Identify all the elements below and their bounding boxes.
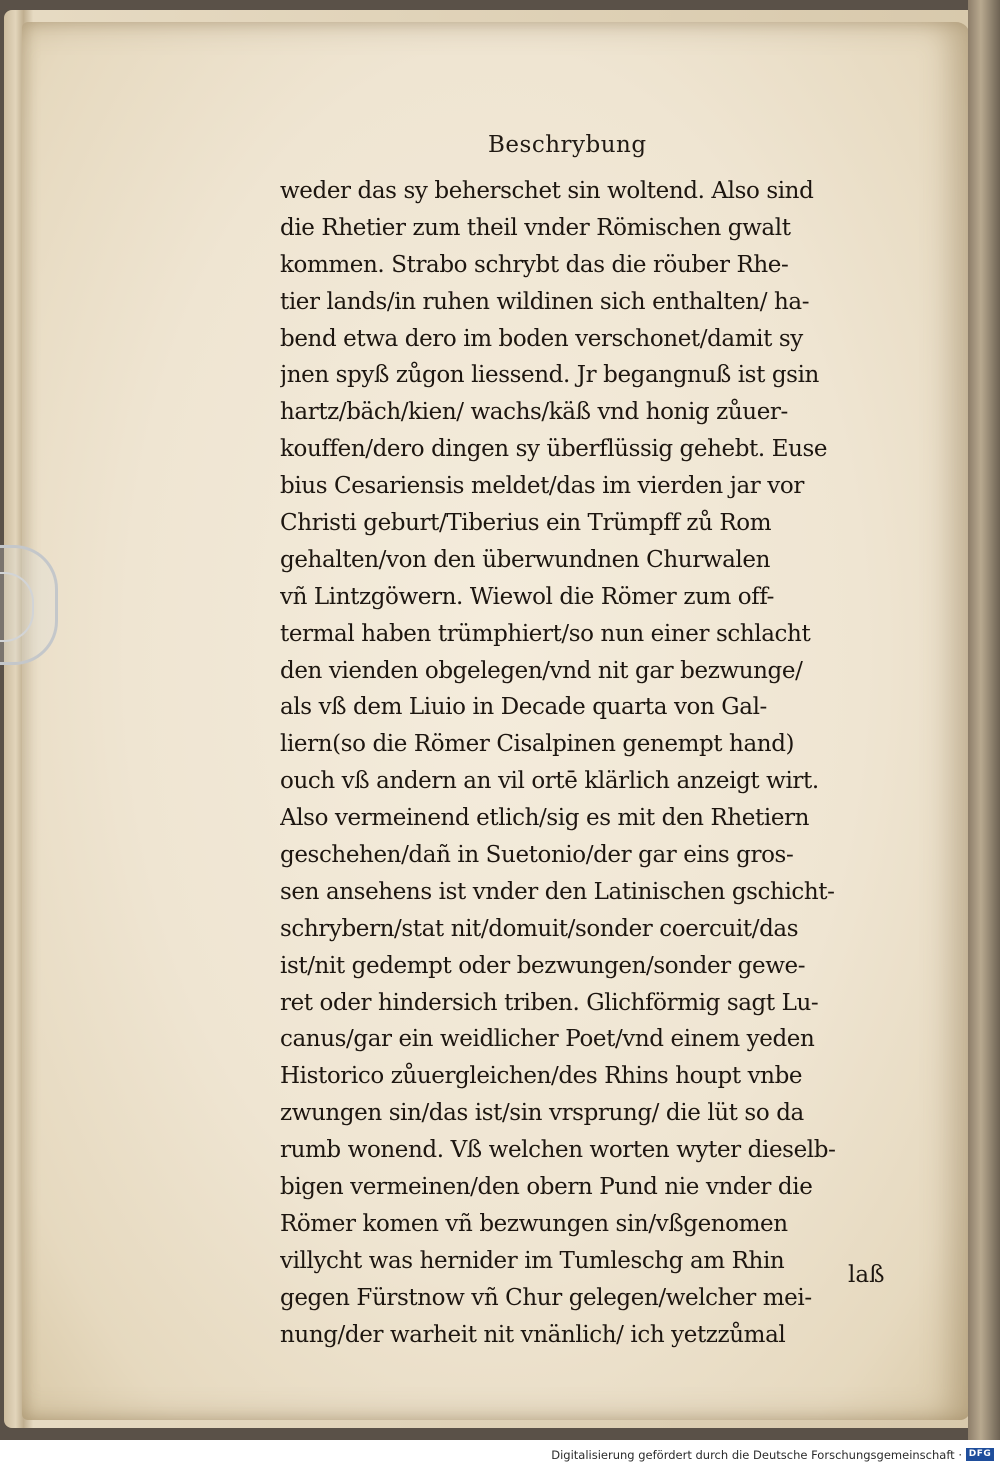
text-line: sen ansehens ist vnder den Latinischen gschicht- xyxy=(280,878,835,905)
text-line: Historico zůuergleichen/des Rhins houpt vnbe xyxy=(280,1063,803,1090)
catchword: laß xyxy=(848,1262,885,1288)
text-line: den vienden obgelegen/vnd nit gar bezwunge/ xyxy=(280,657,803,684)
book-spine-edge xyxy=(968,0,1000,1440)
text-line: Also vermeinend etlich/sig es mit den Rhetiern xyxy=(280,805,810,832)
dfg-logo-icon: DFG xyxy=(966,1448,994,1461)
text-line: ouch vß andern an vil ortē klärlich anzeigt wirt. xyxy=(280,768,819,795)
text-line: schrybern/stat nit/domuit/sonder coercuit/das xyxy=(280,915,799,942)
text-line: hartz/bäch/kien/ wachs/käß vnd honig zůuer- xyxy=(280,399,788,426)
text-line: tier lands/in ruhen wildinen sich enthalten/ ha- xyxy=(280,288,810,315)
text-line: kouffen/dero dingen sy überflüssig gehebt. Euse xyxy=(280,436,828,463)
text-line: kommen. Strabo schrybt das die röuber Rhe- xyxy=(280,251,789,278)
text-line: die Rhetier zum theil vnder Römischen gwalt xyxy=(280,214,791,241)
text-line: vñ Lintzgöwern. Wiewol die Römer zum off- xyxy=(280,583,774,610)
text-line: bius Cesariensis meldet/das im vierden jar vor xyxy=(280,473,804,500)
text-line: nung/der warheit nit vnänlich/ ich yetzzůmal xyxy=(280,1321,786,1348)
footer-bar xyxy=(0,1440,1000,1469)
text-line: als vß dem Liuio in Decade quarta von Gal- xyxy=(280,694,767,721)
text-line: gegen Fürstnow vñ Chur gelegen/welcher mei- xyxy=(280,1284,812,1311)
text-line: zwungen sin/das ist/sin vrsprung/ die lüt so da xyxy=(280,1100,804,1127)
running-head: Beschrybung xyxy=(488,132,647,158)
text-line: bigen vermeinen/den obern Pund nie vnder die xyxy=(280,1174,813,1201)
text-line: Römer komen vñ bezwungen sin/vßgenomen xyxy=(280,1210,788,1237)
text-line: jnen spyß zůgon liessend. Jr begangnuß ist gsin xyxy=(280,362,819,389)
text-line: geschehen/dañ in Suetonio/der gar eins gros- xyxy=(280,842,794,869)
text-line: gehalten/von den überwundnen Churwalen xyxy=(280,546,770,573)
text-line: weder das sy beherschet sin woltend. Also sind xyxy=(280,178,814,204)
text-line: liern(so die Römer Cisalpinen genempt hand) xyxy=(280,731,795,758)
text-line: canus/gar ein weidlicher Poet/vnd einem yeden xyxy=(280,1026,815,1053)
text-line: Christi geburt/Tiberius ein Trümpff zů Rom xyxy=(280,510,772,537)
text-line: termal haben trümphiert/so nun einer schlacht xyxy=(280,620,811,647)
text-line: villycht was hernider im Tumleschg am Rhin xyxy=(280,1247,785,1274)
text-block xyxy=(280,173,920,1354)
text-line: rumb wonend. Vß welchen worten wyter dieselb- xyxy=(280,1137,836,1164)
text-line: bend etwa dero im boden verschonet/damit sy xyxy=(280,325,803,352)
text-line: ist/nit gedempt oder bezwungen/sonder gewe- xyxy=(280,952,806,979)
funding-credit: Digitalisierung gefördert durch die Deutsche Forschungsgemeinschaft · xyxy=(551,1448,962,1462)
text-line: ret oder hindersich triben. Glichförmig sagt Lu- xyxy=(280,989,819,1016)
